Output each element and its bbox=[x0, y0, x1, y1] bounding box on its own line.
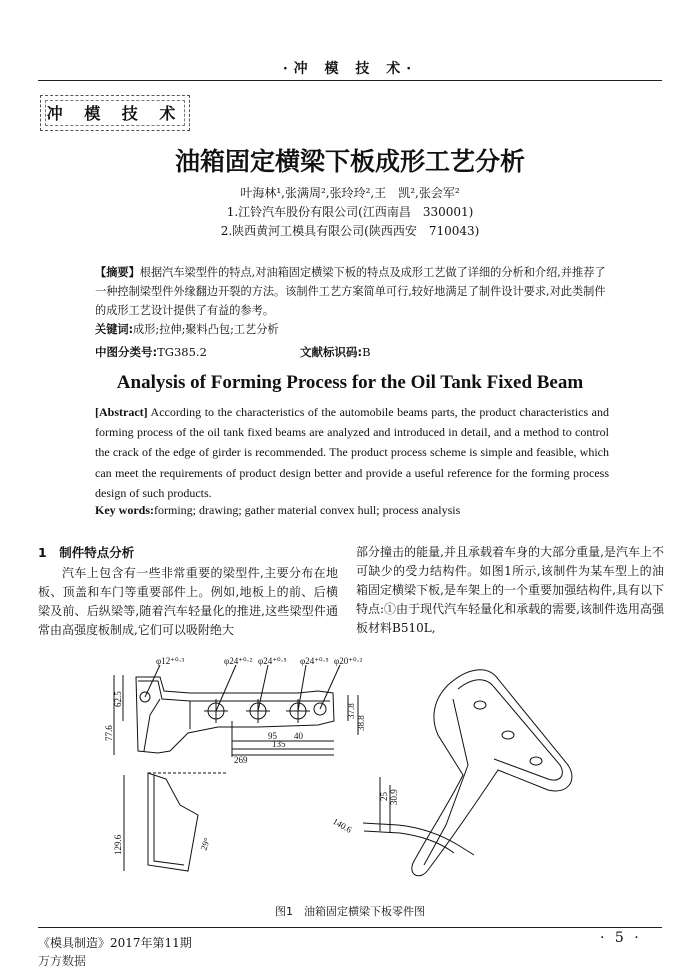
dim-135: 135 bbox=[272, 739, 286, 749]
keywords-en-label: Key words: bbox=[95, 503, 154, 517]
page-number: · 5 · bbox=[600, 930, 642, 946]
dim-d20: φ20⁺⁰·² bbox=[334, 656, 363, 666]
abstract-en-label: [Abstract] bbox=[95, 405, 148, 419]
dim-29-deg: 29° bbox=[198, 836, 213, 852]
running-head: ·冲 模 技 术· bbox=[282, 61, 418, 77]
figure-1-caption: 图1 油箱固定横梁下板零件图 bbox=[275, 905, 425, 918]
keywords-cn: 成形;拉伸;聚料凸包;工艺分析 bbox=[133, 323, 279, 336]
affiliation-2: 2.陕西黄河工模具有限公司(陕西西安 710043) bbox=[220, 224, 480, 238]
dim-140-6: 140.6 bbox=[331, 816, 354, 835]
affiliation-1: 1.江铃汽车股份有限公司(江西南昌 330001) bbox=[226, 205, 474, 219]
dim-d24-a: φ24⁺⁰·² bbox=[224, 656, 253, 666]
figure-1-drawing bbox=[104, 655, 628, 895]
body-column-left bbox=[38, 543, 338, 640]
doc-code: B bbox=[362, 345, 371, 359]
dim-62-5: 62.5 bbox=[113, 691, 123, 707]
dim-38-8: 38.8 bbox=[356, 715, 366, 731]
journal-info: 《模具制造》2017年第11期 bbox=[38, 936, 192, 950]
dim-95: 95 bbox=[268, 731, 277, 741]
abstract-cn-label: 【摘要】 bbox=[95, 266, 140, 279]
dim-d24-b: φ24⁺⁰·⁵ bbox=[258, 656, 287, 666]
dim-37-8: 37.8 bbox=[346, 703, 356, 719]
body-column-right bbox=[356, 543, 664, 638]
abstract-cn-text: 根据汽车梁型件的特点,对油箱固定横梁下板的特点及成形工艺做了详细的分析和介绍,并推荐了一种控制梁型件外缘翻边开裂的方法。该制件工艺方案简单可行,较好地满足了制件设计要求,对此类制件的成形工艺设计提供了有益的参考。 bbox=[95, 266, 606, 317]
header-rule bbox=[38, 80, 662, 81]
author-block bbox=[0, 184, 700, 241]
doc-code-label: 文献标识码: bbox=[300, 345, 363, 359]
dim-129-6: 129.6 bbox=[113, 834, 123, 855]
keywords-cn-label: 关键词: bbox=[95, 323, 134, 336]
abstract-en-text: According to the characteristics of the automobile beams parts, the product characteristics and forming process of the oil tank fixed beams are analyzed and introduced in detail, and a method to control the crack of the edge of girder is recommended. The product process scheme is simple and feasible, which can meet the requirements of product design better and provide a useful reference for the forming process design of such products. bbox=[95, 405, 609, 500]
clc-code: TG385.2 bbox=[157, 345, 207, 359]
dim-40: 40 bbox=[294, 731, 303, 741]
english-title: Analysis of Forming Process for the Oil Tank Fixed Beam bbox=[116, 372, 584, 393]
dim-d24-c: φ24⁺⁰·⁵ bbox=[300, 656, 329, 666]
dim-d12: φ12⁺⁰·³ bbox=[156, 656, 185, 666]
author-names: 叶海林¹,张满周²,张玲玲²,王 凯²,张会军² bbox=[240, 186, 460, 200]
column-label-box bbox=[40, 95, 190, 131]
dim-30-9: 30.9 bbox=[389, 789, 399, 805]
footer-rule bbox=[38, 927, 662, 928]
keywords-en: forming; drawing; gather material convex hull; process analysis bbox=[154, 503, 461, 517]
section-1-text-left: 汽车上包含有一些非常重要的梁型件,主要分布在地板、顶盖和车门等重要部件上。例如,地板上的前、后横梁及前、后纵梁等,随着汽车轻量化的推进,这些梁型件通常由高强度板制成,它们可以吸附绝大 bbox=[38, 566, 338, 637]
dim-77-6: 77.6 bbox=[104, 725, 114, 741]
clc-label: 中图分类号: bbox=[95, 345, 158, 359]
keywords-en-line bbox=[95, 503, 609, 518]
column-label: 冲 模 技 术 bbox=[45, 100, 185, 126]
article-title: 油箱固定横梁下板成形工艺分析 bbox=[174, 147, 525, 176]
abstract-cn bbox=[95, 263, 609, 339]
dim-269: 269 bbox=[234, 755, 248, 765]
watermark: 万方数据 bbox=[38, 954, 87, 968]
classification-line bbox=[95, 344, 609, 360]
section-1-text-right: 部分撞击的能量,并且承载着车身的大部分重量,是汽车上不可缺少的受力结构件。如图1所示,该制件为某车型上的油箱固定横梁下板,是车架上的一个重要加强结构件,具有以下特点:①由于现代汽车轻量化和承载的需要,该制件选用高强板材料B510L, bbox=[356, 545, 664, 635]
dim-25: 25 bbox=[379, 792, 389, 801]
abstract-en bbox=[95, 402, 609, 503]
section-1-heading: 1 制件特点分析 bbox=[38, 545, 135, 560]
